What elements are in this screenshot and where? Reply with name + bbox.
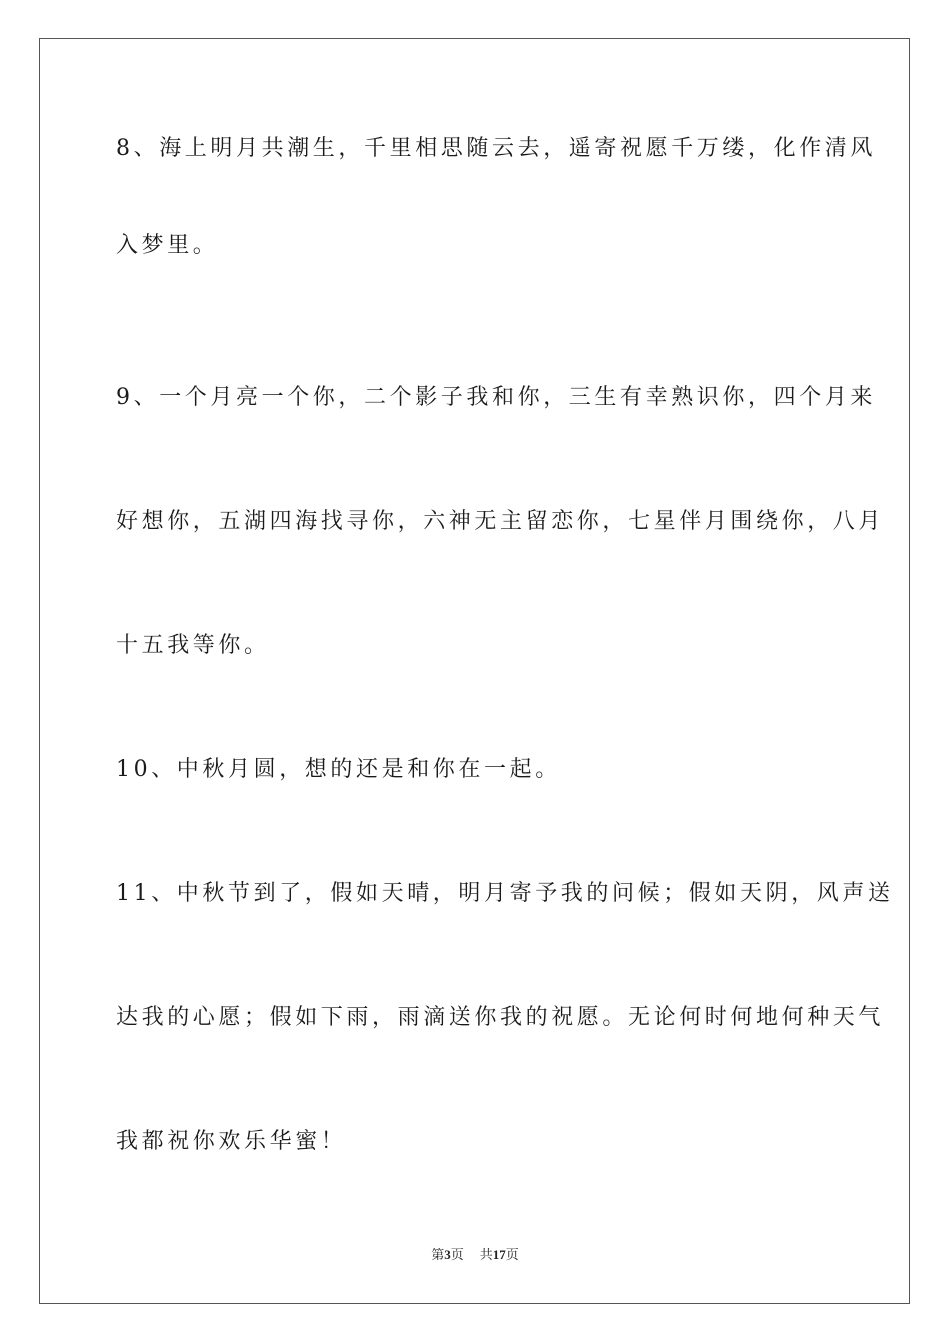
page-prefix: 第 [431, 1247, 445, 1262]
paragraph-9-line-1: 9、一个月亮一个你，二个影子我和你，三生有幸熟识你，四个月来 [116, 385, 876, 410]
paragraph-11-line-3: 我都祝你欢乐华蜜！ [116, 1129, 347, 1154]
page-border [39, 38, 910, 1304]
paragraph-8-line-2: 入梦里。 [116, 233, 219, 258]
paragraph-8-line-1: 8、海上明月共潮生，千里相思随云去，遥寄祝愿千万缕，化作清风 [116, 136, 876, 161]
total-prefix: 共 [479, 1247, 493, 1262]
paragraph-11-line-1: 11、中秋节到了，假如天晴，明月寄予我的问候；假如天阴，风声送 [116, 881, 894, 906]
page-suffix: 页 [450, 1247, 464, 1262]
paragraph-10-line-1: 10、中秋月圆，想的还是和你在一起。 [116, 757, 561, 782]
total-suffix: 页 [505, 1247, 519, 1262]
paragraph-9-line-2: 好想你，五湖四海找寻你，六神无主留恋你，七星伴月围绕你，八月 [116, 509, 885, 534]
page-footer [0, 1246, 950, 1264]
total-pages: 17 [492, 1247, 506, 1262]
paragraph-11-line-2: 达我的心愿；假如下雨，雨滴送你我的祝愿。无论何时何地何种天气 [116, 1005, 885, 1030]
page-number: 3 [444, 1247, 451, 1262]
paragraph-9-line-3: 十五我等你。 [116, 633, 270, 658]
